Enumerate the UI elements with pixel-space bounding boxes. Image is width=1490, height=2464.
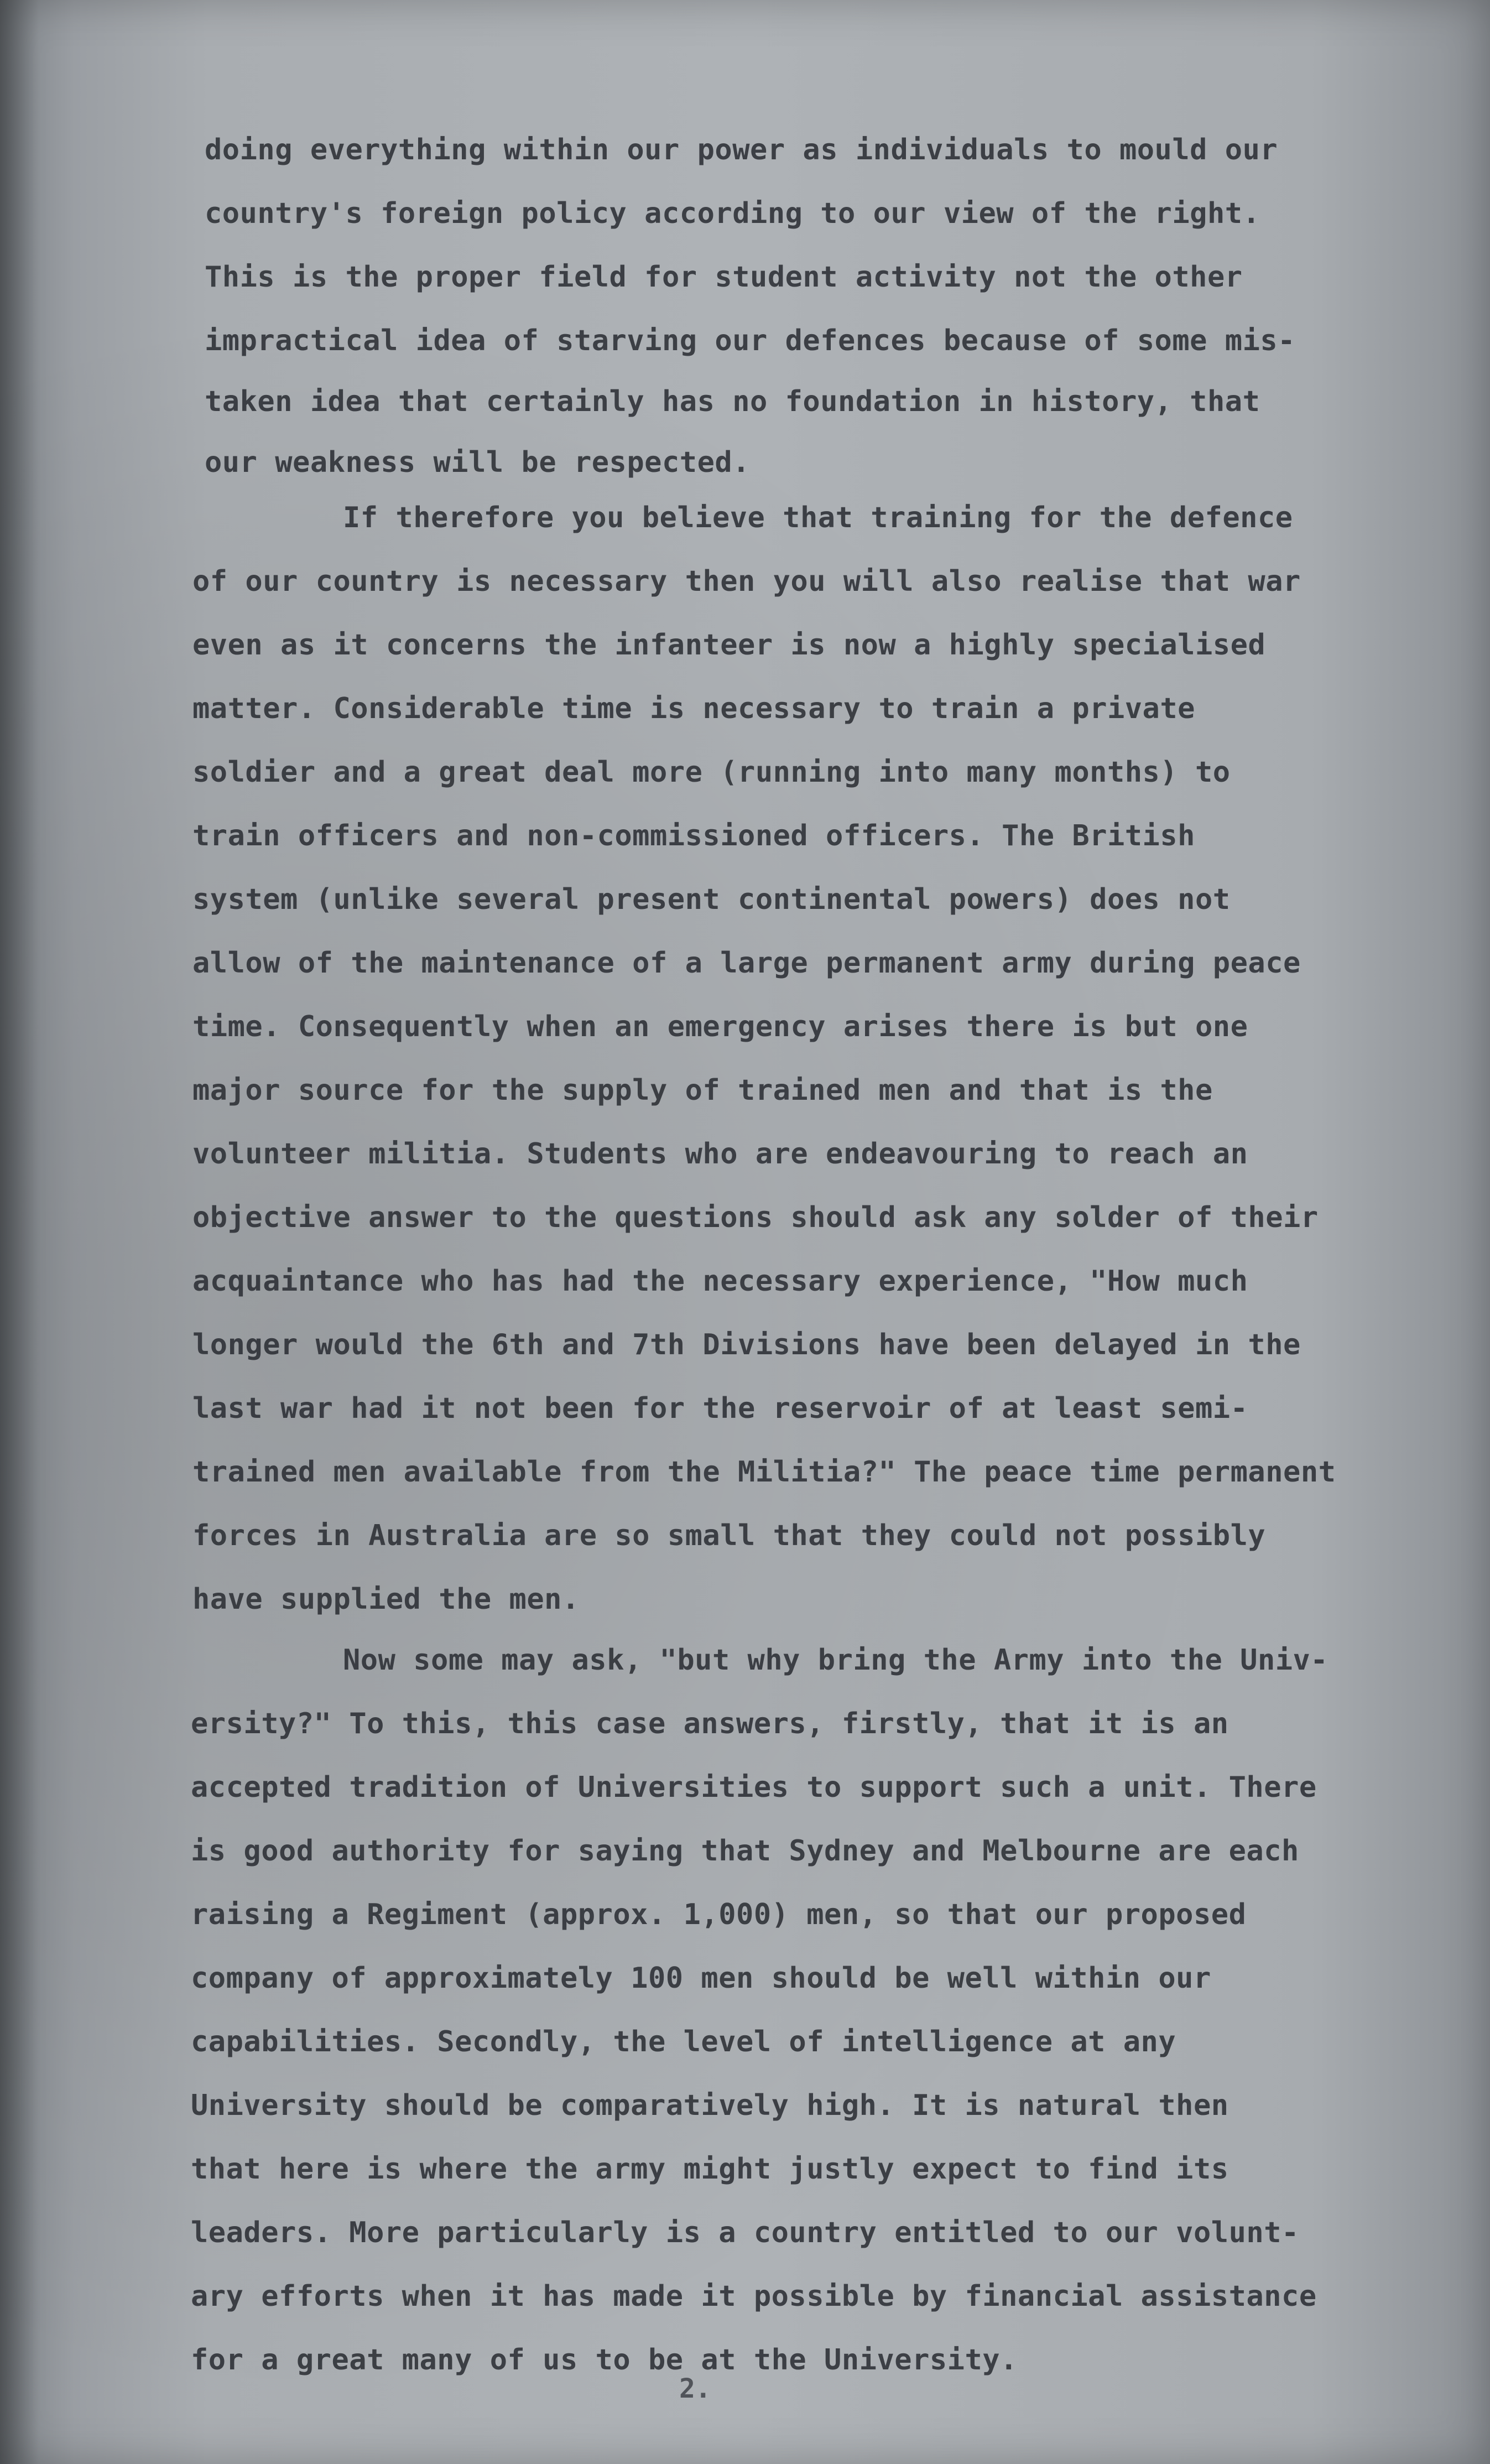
text-line: last war had it not been for the reservoir of at least semi- (192, 1392, 1248, 1425)
text-line: of our country is necessary then you will also realise that war (192, 565, 1301, 598)
page-number: 2. (679, 2373, 711, 2404)
text-line: raising a Regiment (approx. 1,000) men, so that our proposed (191, 1898, 1247, 1931)
text-line: Now some may ask, "but why bring the Army into the Univ- (343, 1644, 1329, 1677)
text-line: This is the proper field for student activity not the other (205, 261, 1243, 294)
text-line: taken idea that certainly has no foundation in history, that (205, 385, 1260, 418)
text-line: major source for the supply of trained men and that is the (192, 1074, 1213, 1107)
text-line: train officers and non-commissioned officers. The British (192, 819, 1195, 852)
text-line: objective answer to the questions should ask any solder of their (192, 1201, 1319, 1234)
text-line: company of approximately 100 men should be well within our (191, 1962, 1211, 1995)
text-line: our weakness will be respected. (205, 446, 751, 479)
text-line: have supplied the men. (192, 1583, 580, 1616)
text-line: capabilities. Secondly, the level of intelligence at any (191, 2025, 1176, 2058)
text-line: ary efforts when it has made it possible by financial assistance (191, 2280, 1317, 2313)
text-line: ersity?" To this, this case answers, firstly, that it is an (191, 1707, 1229, 1740)
text-line: impractical idea of starving our defences because of some mis- (205, 324, 1296, 357)
text-line: that here is where the army might justly expect to find its (191, 2153, 1229, 2186)
text-line: is good authority for saying that Sydney and Melbourne are each (191, 1834, 1299, 1868)
text-line: for a great many of us to be at the University. (191, 2343, 1018, 2377)
text-line: country's foreign policy according to our view of the right. (205, 197, 1260, 230)
text-line: University should be comparatively high. It is natural then (191, 2089, 1229, 2122)
text-line: leaders. More particularly is a country entitled to our volunt- (191, 2216, 1299, 2249)
text-line: even as it concerns the infanteer is now a highly specialised (192, 628, 1266, 662)
text-line: accepted tradition of Universities to support such a unit. There (191, 1771, 1317, 1804)
text-line: system (unlike several present continental powers) does not (192, 883, 1231, 916)
text-line: allow of the maintenance of a large permanent army during peace (192, 947, 1301, 980)
text-line: If therefore you believe that training for the defence (343, 501, 1293, 534)
text-line: soldier and a great deal more (running into many months) to (192, 756, 1231, 789)
text-line: trained men available from the Militia?" The peace time permanent (192, 1455, 1336, 1489)
text-line: doing everything within our power as individuals to mould our (205, 133, 1278, 167)
text-line: longer would the 6th and 7th Divisions have been delayed in the (192, 1328, 1301, 1361)
text-line: acquaintance who has had the necessary experience, "How much (192, 1265, 1248, 1298)
text-line: matter. Considerable time is necessary to train a private (192, 692, 1195, 725)
text-line: volunteer militia. Students who are endeavouring to reach an (192, 1137, 1248, 1171)
text-line: time. Consequently when an emergency arises there is but one (192, 1010, 1248, 1043)
text-line: forces in Australia are so small that they could not possibly (192, 1519, 1266, 1552)
